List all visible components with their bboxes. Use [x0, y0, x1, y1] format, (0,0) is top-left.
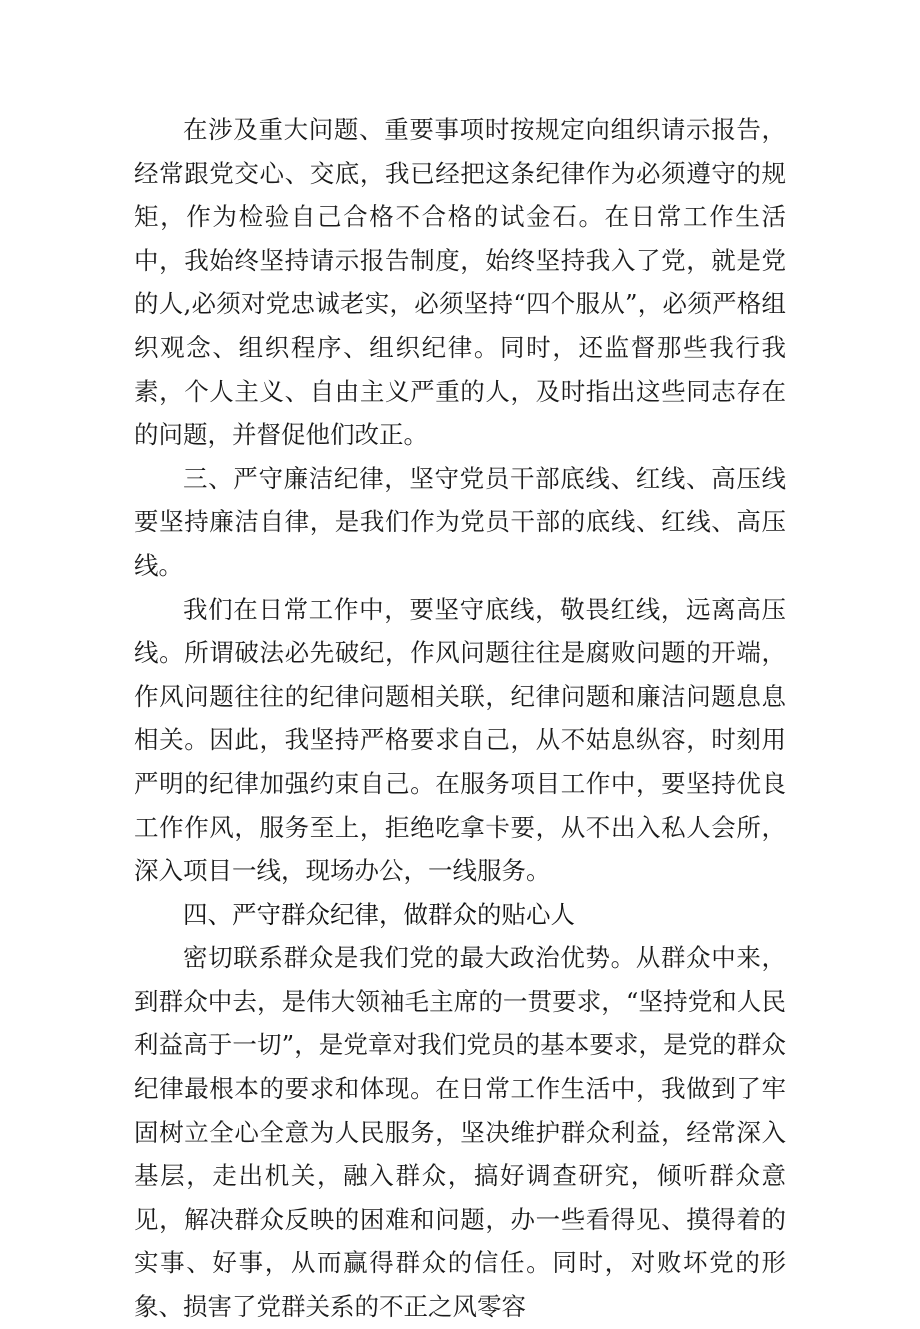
paragraph-report-discipline: 在涉及重大问题、重要事项时按规定向组织请示报告，经常跟党交心、交底，我已经把这条纪律作为必须遵守的规矩，作为检验自己合格不合格的试金石。在日常工作生活中，我始终坚持请示报告制度，始终坚持我入了党，就是党的人,必须对党忠诚老实，必须坚持“四个服从”，必须严格组织观念、组织程序、组织纪律。同时，还监督那些我行我素，个人主义、自由主义严重的人，及时指出这些同志存在的问题，并督促他们改正。: [134, 115, 786, 450]
paragraph-mass-line: 密切联系群众是我们党的最大政治优势。从群众中来，到群众中去，是伟大领袖毛主席的一贯要求，“坚持党和人民利益高于一切”，是党章对我们党员的基本要求，是党的群众纪律最根本的要求和体现。在日常工作生活中，我做到了牢固树立全心全意为人民服务，坚决维护群众利益，经常深入基层，走出机关，融入群众，搞好调查研究，倾听群众意见，解决群众反映的困难和问题，办一些看得见、摸得着的实事、好事，从而赢得群众的信任。同时，对败坏党的形象、损害了党群关系的不正之风零容: [134, 943, 786, 1322]
document-body: [134, 108, 786, 1329]
paragraph-integrity-discipline: 三、严守廉洁纪律，坚守党员干部底线、红线、高压线要坚持廉洁自律，是我们作为党员干部的底线、红线、高压线。: [134, 463, 786, 580]
paragraph-bottom-line: 我们在日常工作中，要坚守底线，敬畏红线，远离高压线。所谓破法必先破纪，作风问题往往是腐败问题的开端，作风问题往往的纪律问题相关联，纪律问题和廉洁问题息息相关。因此，我坚持严格要求自己，从不姑息纵容，时刻用严明的纪律加强约束自己。在服务项目工作中，要坚持优良工作作风，服务至上，拒绝吃拿卡要，从不出入私人会所，深入项目一线，现场办公，一线服务。: [134, 594, 786, 886]
section-heading-mass-discipline: 四、严守群众纪律，做群众的贴心人: [183, 899, 575, 929]
